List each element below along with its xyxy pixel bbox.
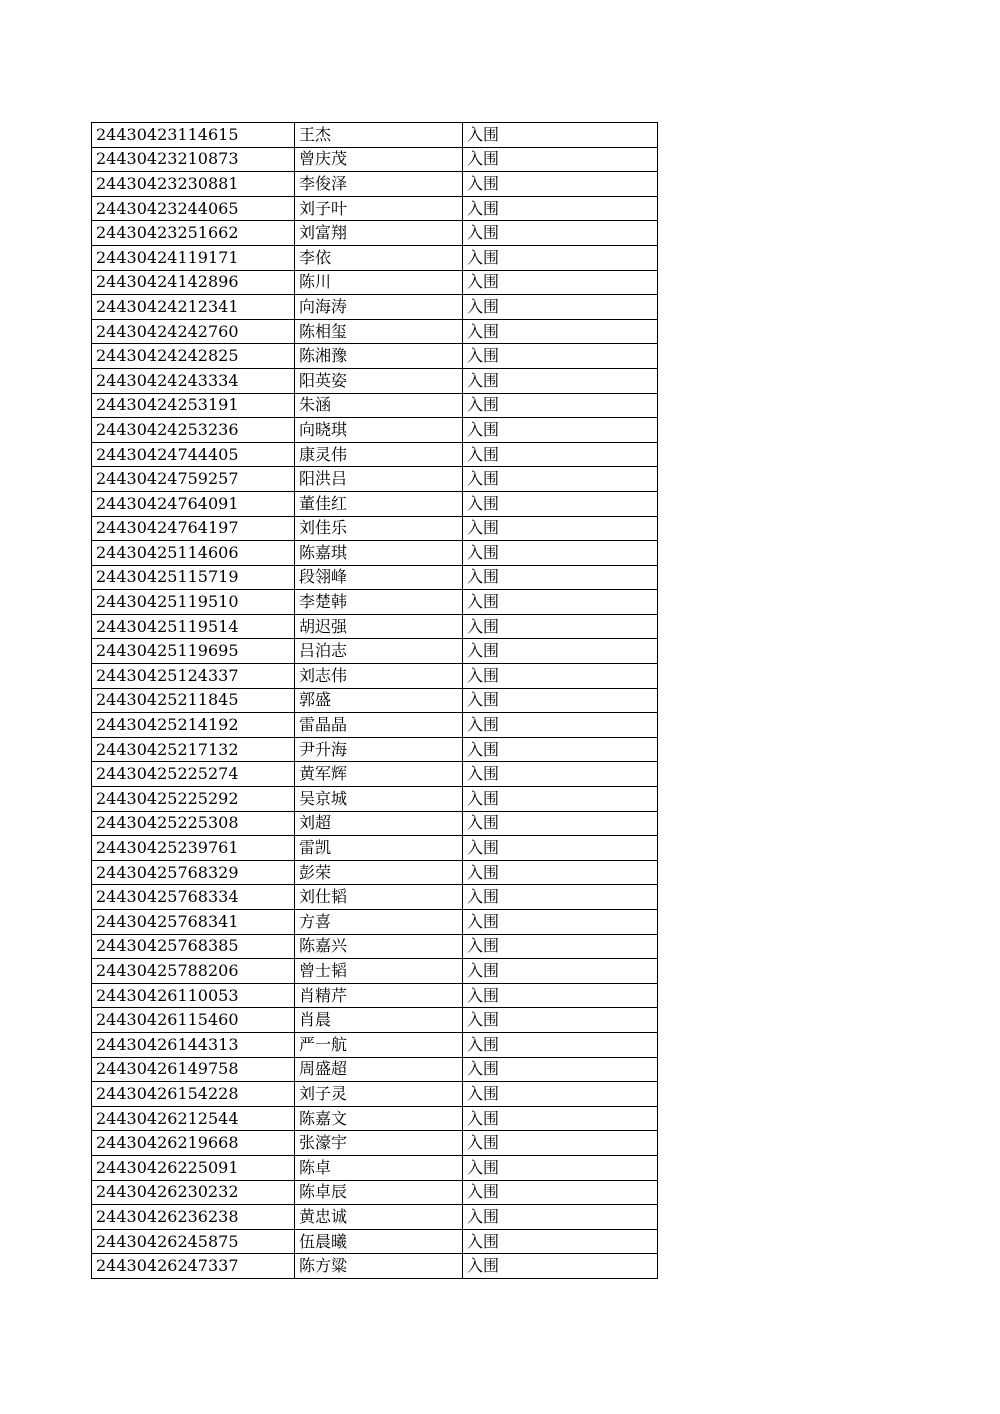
table-row [92, 1205, 658, 1230]
table-row [92, 1254, 658, 1279]
candidate-status-cell: 入围 [463, 713, 658, 738]
table-row [92, 664, 658, 689]
candidate-status-cell: 入围 [463, 934, 658, 959]
candidate-name-cell: 陈嘉琪 [295, 541, 463, 566]
table-row [92, 762, 658, 787]
candidate-id-cell: 24430426154228 [92, 1082, 295, 1107]
candidate-id-cell: 24430425115719 [92, 565, 295, 590]
candidate-id-cell: 24430425211845 [92, 688, 295, 713]
candidate-id-cell: 24430424764197 [92, 516, 295, 541]
candidate-name-cell: 肖晨 [295, 1008, 463, 1033]
candidate-status-cell: 入围 [463, 1205, 658, 1230]
candidate-id-cell: 24430425239761 [92, 836, 295, 861]
candidate-status-cell: 入围 [463, 541, 658, 566]
table-row [92, 1082, 658, 1107]
table-row [92, 418, 658, 443]
candidate-status-cell: 入围 [463, 270, 658, 295]
candidate-id-cell: 24430425119695 [92, 639, 295, 664]
candidate-status-cell: 入围 [463, 959, 658, 984]
candidate-name-cell: 张濠宇 [295, 1131, 463, 1156]
candidate-name-cell: 李楚韩 [295, 590, 463, 615]
candidate-status-cell: 入围 [463, 442, 658, 467]
candidate-name-cell: 陈湘豫 [295, 344, 463, 369]
table-row [92, 1008, 658, 1033]
candidate-name-cell: 刘超 [295, 811, 463, 836]
candidate-id-cell: 24430425225308 [92, 811, 295, 836]
candidate-name-cell: 朱涵 [295, 393, 463, 418]
table-row [92, 172, 658, 197]
candidate-status-cell: 入围 [463, 737, 658, 762]
candidate-status-cell: 入围 [463, 393, 658, 418]
candidate-status-cell: 入围 [463, 664, 658, 689]
table-row [92, 1155, 658, 1180]
candidate-id-cell: 24430423114615 [92, 123, 295, 148]
candidate-status-cell: 入围 [463, 1008, 658, 1033]
candidate-name-cell: 陈方粱 [295, 1254, 463, 1279]
candidate-status-cell: 入围 [463, 418, 658, 443]
candidate-status-cell: 入围 [463, 565, 658, 590]
candidate-id-cell: 24430425214192 [92, 713, 295, 738]
candidate-name-cell: 黄忠诚 [295, 1205, 463, 1230]
candidate-name-cell: 李俊泽 [295, 172, 463, 197]
candidate-name-cell: 尹升海 [295, 737, 463, 762]
candidate-status-cell: 入围 [463, 836, 658, 861]
candidate-status-cell: 入围 [463, 295, 658, 320]
table-row [92, 787, 658, 812]
candidate-id-cell: 24430424744405 [92, 442, 295, 467]
candidate-id-cell: 24430424212341 [92, 295, 295, 320]
candidate-id-cell: 24430426212544 [92, 1106, 295, 1131]
candidate-status-cell: 入围 [463, 319, 658, 344]
table-row [92, 1032, 658, 1057]
candidate-name-cell: 刘子灵 [295, 1082, 463, 1107]
table-row [92, 1180, 658, 1205]
candidate-id-cell: 24430425768385 [92, 934, 295, 959]
candidate-id-cell: 24430424242825 [92, 344, 295, 369]
candidate-id-cell: 24430424119171 [92, 245, 295, 270]
candidate-id-cell: 24430425788206 [92, 959, 295, 984]
candidate-name-cell: 陈相玺 [295, 319, 463, 344]
table-row [92, 221, 658, 246]
table-row [92, 565, 658, 590]
candidate-name-cell: 陈川 [295, 270, 463, 295]
table-row [92, 910, 658, 935]
candidate-status-cell: 入围 [463, 787, 658, 812]
candidate-name-cell: 向海涛 [295, 295, 463, 320]
candidate-name-cell: 胡迟强 [295, 614, 463, 639]
candidate-id-cell: 24430426245875 [92, 1229, 295, 1254]
candidate-id-cell: 24430423210873 [92, 147, 295, 172]
candidate-name-cell: 彭荣 [295, 860, 463, 885]
candidate-id-cell: 24430423244065 [92, 196, 295, 221]
candidate-name-cell: 曾士韬 [295, 959, 463, 984]
candidate-status-cell: 入围 [463, 983, 658, 1008]
candidate-status-cell: 入围 [463, 1155, 658, 1180]
candidate-status-cell: 入围 [463, 245, 658, 270]
table-row [92, 983, 658, 1008]
candidate-id-cell: 24430424142896 [92, 270, 295, 295]
candidate-name-cell: 周盛超 [295, 1057, 463, 1082]
table-row [92, 442, 658, 467]
candidate-status-cell: 入围 [463, 590, 658, 615]
table-row [92, 270, 658, 295]
candidate-status-cell: 入围 [463, 491, 658, 516]
candidate-name-cell: 刘富翔 [295, 221, 463, 246]
candidate-name-cell: 陈卓辰 [295, 1180, 463, 1205]
candidate-table-body [92, 123, 658, 1279]
candidate-name-cell: 刘子叶 [295, 196, 463, 221]
candidate-name-cell: 段翎峰 [295, 565, 463, 590]
candidate-name-cell: 刘志伟 [295, 664, 463, 689]
candidate-status-cell: 入围 [463, 1180, 658, 1205]
table-row [92, 1106, 658, 1131]
candidate-name-cell: 刘仕韬 [295, 885, 463, 910]
table-row [92, 934, 658, 959]
table-row [92, 491, 658, 516]
candidate-name-cell: 王杰 [295, 123, 463, 148]
candidate-name-cell: 陈卓 [295, 1155, 463, 1180]
candidate-id-cell: 24430425217132 [92, 737, 295, 762]
table-row [92, 614, 658, 639]
candidate-id-cell: 24430424759257 [92, 467, 295, 492]
table-row [92, 541, 658, 566]
table-row [92, 245, 658, 270]
candidate-status-cell: 入围 [463, 467, 658, 492]
candidate-status-cell: 入围 [463, 1254, 658, 1279]
table-row [92, 713, 658, 738]
candidate-name-cell: 黄军辉 [295, 762, 463, 787]
candidate-id-cell: 24430424764091 [92, 491, 295, 516]
table-row [92, 123, 658, 148]
candidate-status-cell: 入围 [463, 344, 658, 369]
candidate-id-cell: 24430425124337 [92, 664, 295, 689]
table-row [92, 319, 658, 344]
candidate-id-cell: 24430426230232 [92, 1180, 295, 1205]
table-row [92, 737, 658, 762]
candidate-table [91, 122, 658, 1279]
candidate-id-cell: 24430425768341 [92, 910, 295, 935]
table-row [92, 836, 658, 861]
table-row [92, 196, 658, 221]
candidate-name-cell: 吕泊志 [295, 639, 463, 664]
candidate-status-cell: 入围 [463, 1057, 658, 1082]
table-row [92, 295, 658, 320]
table-row [92, 590, 658, 615]
candidate-id-cell: 24430423251662 [92, 221, 295, 246]
table-row [92, 344, 658, 369]
candidate-name-cell: 阳洪吕 [295, 467, 463, 492]
candidate-status-cell: 入围 [463, 1131, 658, 1156]
candidate-status-cell: 入围 [463, 516, 658, 541]
candidate-status-cell: 入围 [463, 688, 658, 713]
candidate-id-cell: 24430424242760 [92, 319, 295, 344]
table-row [92, 860, 658, 885]
candidate-id-cell: 24430426115460 [92, 1008, 295, 1033]
candidate-id-cell: 24430424243334 [92, 368, 295, 393]
candidate-id-cell: 24430423230881 [92, 172, 295, 197]
candidate-status-cell: 入围 [463, 123, 658, 148]
candidate-id-cell: 24430426236238 [92, 1205, 295, 1230]
candidate-status-cell: 入围 [463, 910, 658, 935]
candidate-name-cell: 方喜 [295, 910, 463, 935]
candidate-name-cell: 陈嘉兴 [295, 934, 463, 959]
table-row [92, 688, 658, 713]
candidate-status-cell: 入围 [463, 811, 658, 836]
table-row [92, 516, 658, 541]
candidate-status-cell: 入围 [463, 1032, 658, 1057]
candidate-name-cell: 康灵伟 [295, 442, 463, 467]
candidate-id-cell: 24430425225274 [92, 762, 295, 787]
candidate-name-cell: 吴京城 [295, 787, 463, 812]
candidate-id-cell: 24430425768329 [92, 860, 295, 885]
candidate-status-cell: 入围 [463, 1106, 658, 1131]
table-row [92, 147, 658, 172]
candidate-id-cell: 24430425114606 [92, 541, 295, 566]
candidate-name-cell: 雷凯 [295, 836, 463, 861]
candidate-id-cell: 24430425119510 [92, 590, 295, 615]
candidate-id-cell: 24430426247337 [92, 1254, 295, 1279]
table-row [92, 639, 658, 664]
table-row [92, 467, 658, 492]
table-row [92, 1131, 658, 1156]
candidate-status-cell: 入围 [463, 196, 658, 221]
candidate-id-cell: 24430426110053 [92, 983, 295, 1008]
candidate-name-cell: 雷晶晶 [295, 713, 463, 738]
candidate-name-cell: 阳英姿 [295, 368, 463, 393]
table-row [92, 368, 658, 393]
candidate-name-cell: 李依 [295, 245, 463, 270]
candidate-status-cell: 入围 [463, 885, 658, 910]
candidate-name-cell: 向晓琪 [295, 418, 463, 443]
candidate-id-cell: 24430425225292 [92, 787, 295, 812]
candidate-name-cell: 严一航 [295, 1032, 463, 1057]
candidate-status-cell: 入围 [463, 147, 658, 172]
candidate-name-cell: 曾庆茂 [295, 147, 463, 172]
candidate-status-cell: 入围 [463, 172, 658, 197]
candidate-name-cell: 肖精芹 [295, 983, 463, 1008]
candidate-id-cell: 24430425119514 [92, 614, 295, 639]
table-row [92, 959, 658, 984]
table-row [92, 811, 658, 836]
candidate-name-cell: 伍晨曦 [295, 1229, 463, 1254]
candidate-id-cell: 24430426225091 [92, 1155, 295, 1180]
candidate-id-cell: 24430425768334 [92, 885, 295, 910]
candidate-name-cell: 陈嘉文 [295, 1106, 463, 1131]
candidate-name-cell: 郭盛 [295, 688, 463, 713]
candidate-status-cell: 入围 [463, 1082, 658, 1107]
table-row [92, 1229, 658, 1254]
table-row [92, 393, 658, 418]
candidate-id-cell: 24430424253236 [92, 418, 295, 443]
candidate-id-cell: 24430426149758 [92, 1057, 295, 1082]
candidate-status-cell: 入围 [463, 221, 658, 246]
candidate-name-cell: 董佳红 [295, 491, 463, 516]
candidate-status-cell: 入围 [463, 762, 658, 787]
table-row [92, 1057, 658, 1082]
candidate-id-cell: 24430426219668 [92, 1131, 295, 1156]
table-row [92, 885, 658, 910]
candidate-id-cell: 24430426144313 [92, 1032, 295, 1057]
candidate-id-cell: 24430424253191 [92, 393, 295, 418]
candidate-status-cell: 入围 [463, 614, 658, 639]
candidate-name-cell: 刘佳乐 [295, 516, 463, 541]
candidate-status-cell: 入围 [463, 368, 658, 393]
candidate-status-cell: 入围 [463, 860, 658, 885]
candidate-status-cell: 入围 [463, 639, 658, 664]
candidate-status-cell: 入围 [463, 1229, 658, 1254]
